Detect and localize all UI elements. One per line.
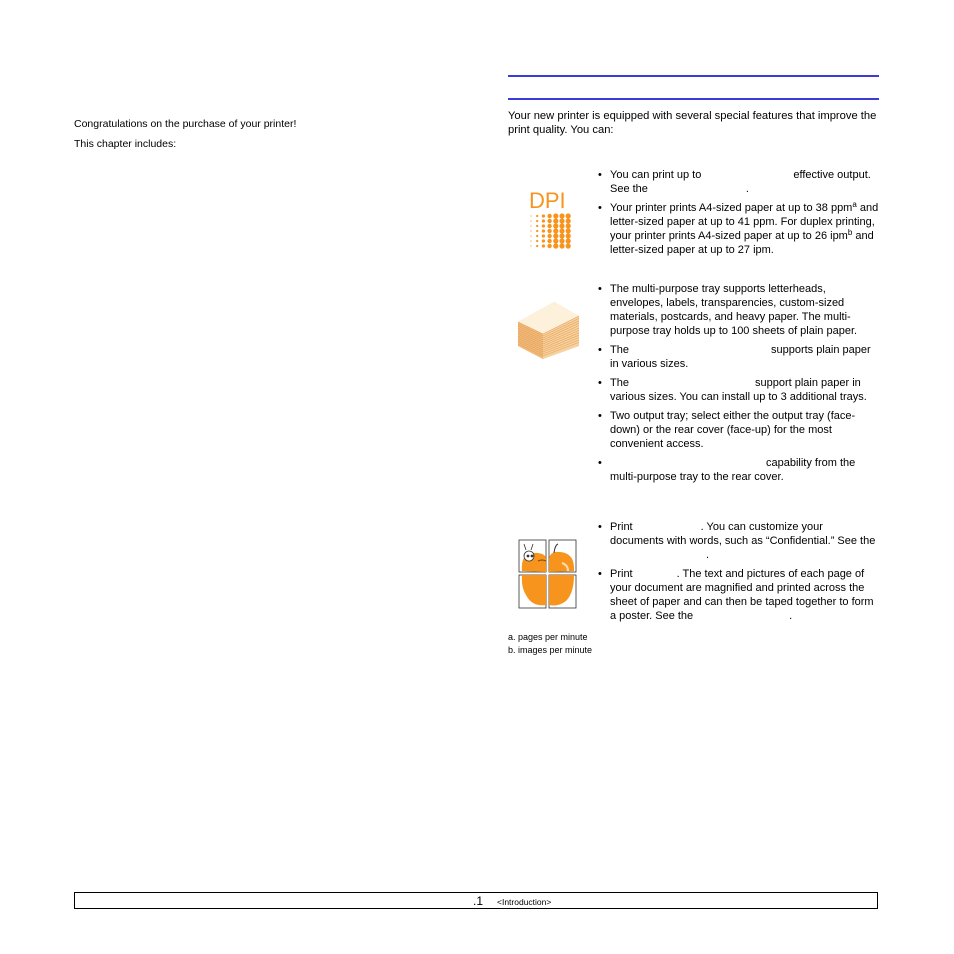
speed-feature-list (596, 168, 879, 262)
section-rule-top (508, 75, 879, 77)
congratulations-text: Congratulations on the purchase of your printer! (74, 118, 297, 130)
poster-apple-icon (518, 539, 578, 609)
paper-stack-icon (516, 300, 580, 360)
footnote-a: a. pages per minute (508, 632, 588, 642)
list-item: • Two output tray; select either the output tray (face-down) or the rear cover (face-up) for the most convenient access. (598, 410, 856, 450)
list-item: • capability from the multi-purpose tray to the rear cover. (598, 457, 856, 483)
list-item: • Print . You can customize your documents with words, such as “Confidential.” See the. (598, 521, 876, 561)
chapter-includes-text: This chapter includes: (74, 138, 177, 150)
footnote-b: b. images per minute (508, 645, 593, 655)
dpi-icon (527, 186, 575, 250)
page-number: .1 (473, 894, 484, 908)
list-item: • Your printer prints A4-sized paper at up to 38 ppm$^a$ and letter-sized paper at up to 41 ppm. For duplex printing, your printer prints A4-sized paper at up to 26 ipm$^b$ and letter-sized paper at up to 27 ipm. (598, 200, 879, 256)
section-rule-bottom (508, 98, 879, 100)
list-item: • You can print up to effective output. See the . (598, 169, 871, 195)
list-item: • The multi-purpose tray supports letterheads, envelopes, labels, transparencies, custom-sized materials, postcards, and heavy paper. The multi-purpose tray holds up to 100 sheets of plain paper. (598, 283, 858, 337)
chapter-name: <Introduction> (497, 897, 552, 907)
list-item: • Print . The text and pictures of each page of your document are magnified and printed across the sheet of paper and can then be taped together to form a poster. See the . (598, 568, 874, 622)
documents-feature-list (596, 520, 879, 628)
intro-paragraph: Your new printer is equipped with several special features that improve the print quality. You can: (508, 110, 877, 136)
list-item: • The supports plain paper in various sizes. (598, 344, 871, 370)
list-item: • The support plain paper in various sizes. You can install up to 3 additional trays. (598, 377, 867, 403)
dpi-icon-label: DPI (529, 188, 566, 213)
page-footer (74, 892, 878, 909)
paper-feature-list (596, 282, 879, 489)
